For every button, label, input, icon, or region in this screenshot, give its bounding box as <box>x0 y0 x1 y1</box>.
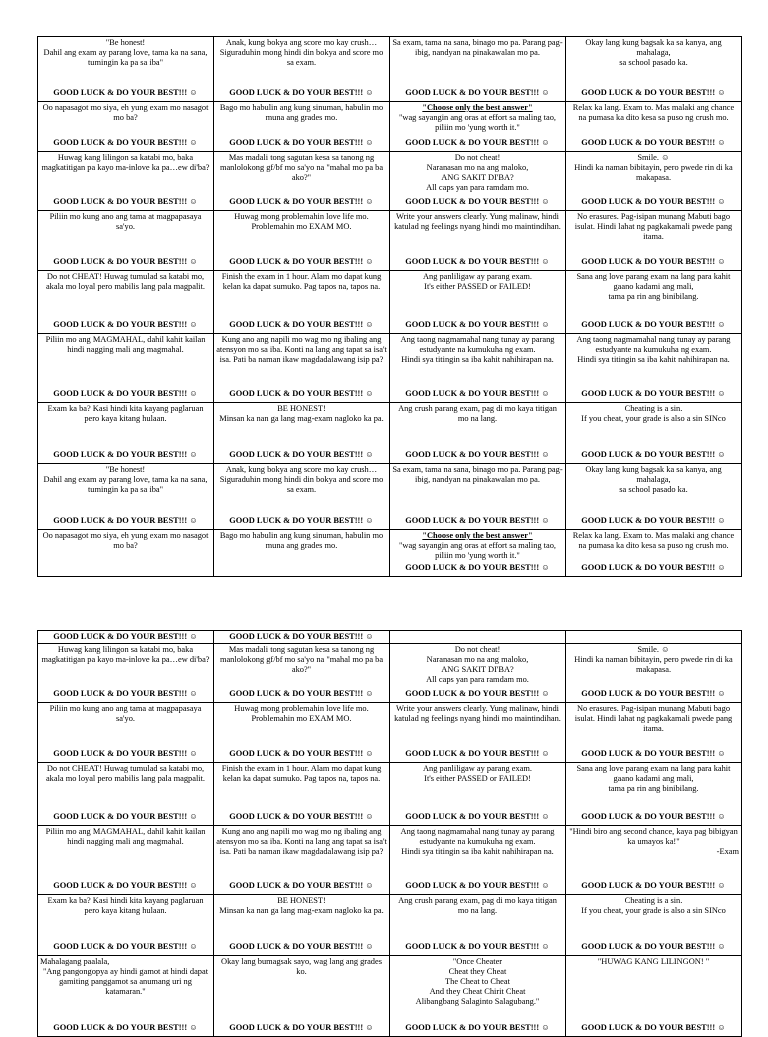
good-luck-footer: GOOD LUCK & DO YOUR BEST!!! ☺ <box>229 1023 374 1032</box>
card-cell <box>390 464 566 530</box>
card-text: If you cheat, your grade is also a sin SINco <box>581 906 726 915</box>
card-text: Okay lang kung bagsak ka sa kanya, ang mahalaga, <box>585 465 722 484</box>
card-text: ANG SAKIT DI'BA? <box>441 665 514 674</box>
card-cell <box>214 956 390 1037</box>
card-text: "Be honest! <box>105 465 146 474</box>
card-cell <box>566 895 742 956</box>
card-cell <box>38 956 214 1037</box>
card-text: Bago mo habulin ang kung sinuman, habulin mo muna ang grades mo. <box>219 103 384 122</box>
card-cell <box>566 644 742 703</box>
sheet-bottom-row <box>38 895 742 956</box>
card-text: "Once Cheater <box>452 957 503 966</box>
good-luck-footer: GOOD LUCK & DO YOUR BEST!!! ☺ <box>229 516 374 525</box>
good-luck-footer: GOOD LUCK & DO YOUR BEST!!! ☺ <box>581 320 726 329</box>
card-cell <box>38 464 214 530</box>
card-cell <box>214 152 390 211</box>
card-text: sa school pasado ka. <box>619 58 688 67</box>
card-text: "Hindi biro ang second chance, kaya pag bibigyan ka umayos ka!" <box>569 827 738 846</box>
good-luck-footer: GOOD LUCK & DO YOUR BEST!!! ☺ <box>581 138 726 147</box>
card-text: If you cheat, your grade is also a sin SINco <box>581 414 726 423</box>
sheet-top-row <box>38 334 742 403</box>
sheet-bottom-row <box>38 763 742 826</box>
card-cell <box>38 703 214 763</box>
card-text: Okay lang kung bagsak ka sa kanya, ang mahalaga, <box>585 38 722 57</box>
card-text: tama pa rin ang binibilang. <box>608 292 699 301</box>
card-cell <box>214 530 390 577</box>
card-text: "wag sayangin ang oras at effort sa maling tao, piliin mo 'yung worth it." <box>399 541 556 560</box>
card-text: Piliin mo kung ano ang tama at magpapasaya sa'yo. <box>49 704 202 723</box>
card-text: Hindi ka naman bibitayin, pero pwede rin di ka makapasa. <box>574 163 733 182</box>
good-luck-footer: GOOD LUCK & DO YOUR BEST!!! ☺ <box>53 88 198 97</box>
good-luck-footer: GOOD LUCK & DO YOUR BEST!!! ☺ <box>581 1023 726 1032</box>
good-luck-footer: GOOD LUCK & DO YOUR BEST!!! ☺ <box>53 942 198 951</box>
good-luck-footer: GOOD LUCK & DO YOUR BEST!!! ☺ <box>53 689 198 698</box>
card-cell <box>566 37 742 102</box>
good-luck-footer: GOOD LUCK & DO YOUR BEST!!! ☺ <box>229 632 374 641</box>
card-text: Mas madali tong sagutan kesa sa tanong ng manlolokong gf/bf mo sa'yo na "mahal mo pa ba ako?" <box>219 153 384 182</box>
card-cell <box>38 644 214 703</box>
good-luck-footer: GOOD LUCK & DO YOUR BEST!!! ☺ <box>581 197 726 206</box>
card-cell <box>390 895 566 956</box>
card-cell <box>214 334 390 403</box>
good-luck-footer: GOOD LUCK & DO YOUR BEST!!! ☺ <box>581 942 726 951</box>
card-text: Relax ka lang. Exam to. Mas malaki ang chance na pumasa ka dito kesa sa puso ng crush mo. <box>572 103 735 122</box>
card-text: Huwag mong problemahin love life mo. Problemahin mo EXAM MO. <box>234 212 369 231</box>
card-cell <box>566 152 742 211</box>
good-luck-footer: GOOD LUCK & DO YOUR BEST!!! ☺ <box>405 812 550 821</box>
sheet-top-row <box>38 211 742 271</box>
card-text: Hindi ka naman bibitayin, pero pwede rin di ka makapasa. <box>574 655 733 674</box>
good-luck-footer: GOOD LUCK & DO YOUR BEST!!! ☺ <box>581 450 726 459</box>
sheet-bottom-row <box>38 956 742 1037</box>
good-luck-footer: GOOD LUCK & DO YOUR BEST!!! ☺ <box>229 389 374 398</box>
good-luck-footer: GOOD LUCK & DO YOUR BEST!!! ☺ <box>229 812 374 821</box>
card-cell <box>566 631 742 644</box>
card-text: Ang taong nagmamahal nang tunay ay parang estudyante na kumukuha ng exam. <box>400 827 555 846</box>
card-cell <box>214 37 390 102</box>
card-text: Sana ang love parang exam na lang para kahit gaano kadami ang mali, <box>576 272 731 291</box>
good-luck-footer: GOOD LUCK & DO YOUR BEST!!! ☺ <box>229 749 374 758</box>
sheet-top-row <box>38 102 742 152</box>
card-text: Do not CHEAT! Huwag tumulad sa katabi mo, akala mo loyal pero mabilis lang pala magpalit. <box>45 272 206 291</box>
card-cell <box>566 703 742 763</box>
good-luck-footer: GOOD LUCK & DO YOUR BEST!!! ☺ <box>581 257 726 266</box>
card-cell <box>566 403 742 464</box>
sheet-top-row <box>38 37 742 102</box>
card-text: Hindi sya titingin sa iba kahit nahihirapan na. <box>577 355 730 364</box>
good-luck-footer: GOOD LUCK & DO YOUR BEST!!! ☺ <box>229 320 374 329</box>
card-text: Kung ano ang napili mo wag mo ng ibaling ang atensyon mo sa iba. Konti na lang ang tapat sa isa't isa. Pati ba naman ikaw magdadalawang isip pa? <box>216 827 387 856</box>
card-signature: -Exam <box>716 847 739 856</box>
card-text: No erasures. Pag-isipan munang Mabuti bago isulat. Hindi lahat ng pagkakamali pwede pang itama. <box>574 212 733 241</box>
good-luck-footer: GOOD LUCK & DO YOUR BEST!!! ☺ <box>581 812 726 821</box>
good-luck-footer: GOOD LUCK & DO YOUR BEST!!! ☺ <box>405 942 550 951</box>
card-text: tama pa rin ang binibilang. <box>608 784 699 793</box>
good-luck-footer: GOOD LUCK & DO YOUR BEST!!! ☺ <box>53 632 198 641</box>
card-cell <box>38 334 214 403</box>
good-luck-footer: GOOD LUCK & DO YOUR BEST!!! ☺ <box>405 320 550 329</box>
card-cell <box>566 271 742 334</box>
card-text: Finish the exam in 1 hour. Alam mo dapat kung kelan ka dapat sumuko. Pag tapos na, tapos na. <box>221 764 382 783</box>
card-cell <box>214 826 390 895</box>
card-text: Piliin mo kung ano ang tama at magpapasaya sa'yo. <box>49 212 202 231</box>
card-cell <box>214 271 390 334</box>
card-cell <box>38 895 214 956</box>
good-luck-footer: GOOD LUCK & DO YOUR BEST!!! ☺ <box>581 563 726 572</box>
card-cell <box>214 763 390 826</box>
card-text: Alibangbang Salaginto Salagubang." <box>415 997 540 1006</box>
card-cell <box>566 826 742 895</box>
card-text: "wag sayangin ang oras at effort sa maling tao, piliin mo 'yung worth it." <box>399 113 556 132</box>
card-text: "Ang pangongopya ay hindi gamot at hindi dapat gamiting panggamot sa anumang uri ng katamaran." <box>42 967 209 996</box>
card-text: Ang panliligaw ay parang exam. <box>422 272 533 281</box>
card-text: Ang crush parang exam, pag di mo kaya titigan mo na lang. <box>398 404 557 423</box>
good-luck-footer: GOOD LUCK & DO YOUR BEST!!! ☺ <box>405 689 550 698</box>
card-text: Do not cheat! <box>454 645 501 654</box>
good-luck-footer: GOOD LUCK & DO YOUR BEST!!! ☺ <box>581 88 726 97</box>
card-cell <box>390 102 566 152</box>
good-luck-footer: GOOD LUCK & DO YOUR BEST!!! ☺ <box>53 389 198 398</box>
card-text: Smile. ☺ <box>637 645 670 654</box>
card-cell <box>38 403 214 464</box>
card-cell <box>38 211 214 271</box>
card-text: All caps yan para ramdam mo. <box>426 183 529 192</box>
card-text: Relax ka lang. Exam to. Mas malaki ang chance na pumasa ka dito kesa sa puso ng crush mo. <box>572 531 735 550</box>
good-luck-footer: GOOD LUCK & DO YOUR BEST!!! ☺ <box>405 197 550 206</box>
good-luck-footer: GOOD LUCK & DO YOUR BEST!!! ☺ <box>405 257 550 266</box>
card-sheet-top <box>37 36 742 577</box>
card-text: It's either PASSED or FAILED! <box>424 774 531 783</box>
card-text: Naranasan mo na ang maloko, <box>426 163 529 172</box>
card-text: Smile. ☺ <box>637 153 670 162</box>
card-text: Mas madali tong sagutan kesa sa tanong ng manlolokong gf/bf mo sa'yo na "mahal mo pa ba ako?" <box>219 645 384 674</box>
card-text: Oo napasagot mo siya, eh yung exam mo nasagot mo ba? <box>42 531 209 550</box>
card-text: Mahalagang paalala, <box>40 957 110 966</box>
card-text: Bago mo habulin ang kung sinuman, habulin mo muna ang grades mo. <box>219 531 384 550</box>
card-cell <box>38 271 214 334</box>
good-luck-footer: GOOD LUCK & DO YOUR BEST!!! ☺ <box>229 942 374 951</box>
card-text: ANG SAKIT DI'BA? <box>441 173 514 182</box>
card-cell <box>390 530 566 577</box>
card-text: Oo napasagot mo siya, eh yung exam mo nasagot mo ba? <box>42 103 209 122</box>
card-text: Huwag mong problemahin love life mo. Problemahin mo EXAM MO. <box>234 704 369 723</box>
card-cell <box>38 530 214 577</box>
card-text: Finish the exam in 1 hour. Alam mo dapat kung kelan ka dapat sumuko. Pag tapos na, tapos na. <box>221 272 382 291</box>
good-luck-footer: GOOD LUCK & DO YOUR BEST!!! ☺ <box>229 450 374 459</box>
card-cell <box>214 644 390 703</box>
good-luck-footer: GOOD LUCK & DO YOUR BEST!!! ☺ <box>405 749 550 758</box>
card-cell <box>566 334 742 403</box>
card-text: Kung ano ang napili mo wag mo ng ibaling ang atensyon mo sa iba. Konti na lang ang tapat sa isa't isa. Pati ba naman ikaw magdadalawang isip pa? <box>216 335 387 364</box>
card-text: Piliin mo ang MAGMAHAL, dahil kahit kailan hindi nagging mali ang magmahal. <box>45 827 206 846</box>
card-cell <box>390 703 566 763</box>
card-cell <box>390 271 566 334</box>
good-luck-footer: GOOD LUCK & DO YOUR BEST!!! ☺ <box>53 516 198 525</box>
card-cell <box>214 211 390 271</box>
card-text: Huwag kang lilingon sa katabi mo, baka magkatitigan pa kayo ma-inlove ka pa…ew di'ba? <box>41 153 210 172</box>
card-cell <box>566 464 742 530</box>
good-luck-footer: GOOD LUCK & DO YOUR BEST!!! ☺ <box>405 138 550 147</box>
sheet-top-row <box>38 271 742 334</box>
good-luck-footer: GOOD LUCK & DO YOUR BEST!!! ☺ <box>53 320 198 329</box>
card-text: Anak, kung bokya ang score mo kay crush… Siguraduhin mong hindi din bokya and score mo sa exam. <box>219 465 384 494</box>
card-text: "HUWAG KANG LILINGON! " <box>597 957 710 966</box>
card-cell <box>390 644 566 703</box>
card-cell <box>390 334 566 403</box>
card-cell <box>214 102 390 152</box>
card-cell <box>566 763 742 826</box>
good-luck-footer: GOOD LUCK & DO YOUR BEST!!! ☺ <box>581 516 726 525</box>
card-cell <box>38 826 214 895</box>
card-text: The Cheat to Cheat <box>445 977 510 986</box>
good-luck-footer: GOOD LUCK & DO YOUR BEST!!! ☺ <box>581 689 726 698</box>
good-luck-footer: GOOD LUCK & DO YOUR BEST!!! ☺ <box>581 389 726 398</box>
good-luck-footer: GOOD LUCK & DO YOUR BEST!!! ☺ <box>229 689 374 698</box>
card-text: Sana ang love parang exam na lang para kahit gaano kadami ang mali, <box>576 764 731 783</box>
card-title: "Choose only the best answer" <box>422 531 533 540</box>
sheet-bottom-row <box>38 644 742 703</box>
sheet-top-row <box>38 464 742 530</box>
card-cell <box>390 403 566 464</box>
good-luck-footer: GOOD LUCK & DO YOUR BEST!!! ☺ <box>53 749 198 758</box>
card-text: Ang panliligaw ay parang exam. <box>422 764 533 773</box>
good-luck-footer: GOOD LUCK & DO YOUR BEST!!! ☺ <box>405 88 550 97</box>
card-text: sa school pasado ka. <box>619 485 688 494</box>
card-cell <box>390 631 566 644</box>
good-luck-footer: GOOD LUCK & DO YOUR BEST!!! ☺ <box>53 812 198 821</box>
card-text: Piliin mo ang MAGMAHAL, dahil kahit kailan hindi nagging mali ang magmahal. <box>45 335 206 354</box>
card-text: Sa exam, tama na sana, binago mo pa. Parang pag-ibig, nandyan na pinakawalan mo pa. <box>392 465 563 484</box>
card-cell <box>214 631 390 644</box>
card-cell <box>566 211 742 271</box>
card-cell <box>38 37 214 102</box>
card-cell <box>38 763 214 826</box>
card-text: Ang taong nagmamahal nang tunay ay parang estudyante na kumukuha ng exam. <box>400 335 555 354</box>
card-cell <box>390 211 566 271</box>
sheet-bottom-row <box>38 826 742 895</box>
card-text: Dahil ang exam ay parang love, tama ka na sana, tumingin ka pa sa iba" <box>43 48 208 67</box>
card-cell <box>390 826 566 895</box>
card-text: Exam ka ba? Kasi hindi kita kayang paglaruan pero kaya kitang hulaan. <box>47 896 204 915</box>
good-luck-footer: GOOD LUCK & DO YOUR BEST!!! ☺ <box>53 881 198 890</box>
card-text: Anak, kung bokya ang score mo kay crush… Siguraduhin mong hindi din bokya and score mo sa exam. <box>219 38 384 67</box>
good-luck-footer: GOOD LUCK & DO YOUR BEST!!! ☺ <box>405 1023 550 1032</box>
good-luck-footer: GOOD LUCK & DO YOUR BEST!!! ☺ <box>229 257 374 266</box>
good-luck-footer: GOOD LUCK & DO YOUR BEST!!! ☺ <box>53 197 198 206</box>
sheet-top-row <box>38 530 742 577</box>
card-cell <box>390 956 566 1037</box>
card-cell <box>38 631 214 644</box>
card-text: Cheating is a sin. <box>624 896 683 905</box>
card-text: Write your answers clearly. Yung malinaw, hindi katulad ng feelings nyang hindi mo maintindihan. <box>394 212 561 231</box>
card-cell <box>38 102 214 152</box>
good-luck-footer: GOOD LUCK & DO YOUR BEST!!! ☺ <box>229 197 374 206</box>
card-text: Ang taong nagmamahal nang tunay ay parang estudyante na kumukuha ng exam. <box>576 335 731 354</box>
card-text: Cheat they Cheat <box>448 967 507 976</box>
card-text: Dahil ang exam ay parang love, tama ka na sana, tumingin ka pa sa iba" <box>43 475 208 494</box>
card-text: Sa exam, tama na sana, binago mo pa. Parang pag-ibig, nandyan na pinakawalan mo pa. <box>392 38 563 57</box>
card-cell <box>566 102 742 152</box>
card-text: Minsan ka nan ga lang mag-exam nagloko ka pa. <box>219 906 384 915</box>
sheet-top-row <box>38 152 742 211</box>
sheet-bottom-row <box>38 703 742 763</box>
card-title: "Choose only the best answer" <box>422 103 533 112</box>
card-text: Do not CHEAT! Huwag tumulad sa katabi mo, akala mo loyal pero mabilis lang pala magpalit. <box>45 764 206 783</box>
card-sheet-bottom <box>37 630 742 1037</box>
good-luck-footer: GOOD LUCK & DO YOUR BEST!!! ☺ <box>405 389 550 398</box>
card-cell <box>390 152 566 211</box>
card-text: It's either PASSED or FAILED! <box>424 282 531 291</box>
card-cell <box>390 37 566 102</box>
card-text: Minsan ka nan ga lang mag-exam nagloko ka pa. <box>219 414 384 423</box>
card-cell <box>566 956 742 1037</box>
sheet-bottom-row <box>38 631 742 644</box>
card-text: No erasures. Pag-isipan munang Mabuti bago isulat. Hindi lahat ng pagkakamali pwede pang itama. <box>574 704 733 733</box>
card-cell <box>214 403 390 464</box>
card-text: And they Cheat Chirit Cheat <box>429 987 526 996</box>
card-cell <box>214 895 390 956</box>
good-luck-footer: GOOD LUCK & DO YOUR BEST!!! ☺ <box>53 450 198 459</box>
card-text: Exam ka ba? Kasi hindi kita kayang paglaruan pero kaya kitang hulaan. <box>47 404 204 423</box>
card-text: BE HONEST! <box>277 404 326 413</box>
good-luck-footer: GOOD LUCK & DO YOUR BEST!!! ☺ <box>53 257 198 266</box>
good-luck-footer: GOOD LUCK & DO YOUR BEST!!! ☺ <box>405 881 550 890</box>
sheet-top-row <box>38 403 742 464</box>
good-luck-footer: GOOD LUCK & DO YOUR BEST!!! ☺ <box>53 138 198 147</box>
card-text: Do not cheat! <box>454 153 501 162</box>
good-luck-footer: GOOD LUCK & DO YOUR BEST!!! ☺ <box>229 881 374 890</box>
good-luck-footer: GOOD LUCK & DO YOUR BEST!!! ☺ <box>581 881 726 890</box>
good-luck-footer: GOOD LUCK & DO YOUR BEST!!! ☺ <box>229 138 374 147</box>
card-cell <box>214 464 390 530</box>
card-text: Cheating is a sin. <box>624 404 683 413</box>
card-text: Huwag kang lilingon sa katabi mo, baka magkatitigan pa kayo ma-inlove ka pa…ew di'ba? <box>41 645 210 664</box>
card-text: All caps yan para ramdam mo. <box>426 675 529 684</box>
card-text: Hindi sya titingin sa iba kahit nahihirapan na. <box>401 847 554 856</box>
card-text: "Be honest! <box>105 38 146 47</box>
card-text: Naranasan mo na ang maloko, <box>426 655 529 664</box>
card-text: Okay lang bumagsak sayo, wag lang ang grades ko. <box>221 957 382 976</box>
card-cell <box>38 152 214 211</box>
card-cell <box>390 763 566 826</box>
card-text: Hindi sya titingin sa iba kahit nahihirapan na. <box>401 355 554 364</box>
good-luck-footer: GOOD LUCK & DO YOUR BEST!!! ☺ <box>581 749 726 758</box>
good-luck-footer: GOOD LUCK & DO YOUR BEST!!! ☺ <box>53 1023 198 1032</box>
good-luck-footer: GOOD LUCK & DO YOUR BEST!!! ☺ <box>405 563 550 572</box>
good-luck-footer: GOOD LUCK & DO YOUR BEST!!! ☺ <box>405 450 550 459</box>
good-luck-footer: GOOD LUCK & DO YOUR BEST!!! ☺ <box>405 516 550 525</box>
card-cell <box>566 530 742 577</box>
card-text: Write your answers clearly. Yung malinaw, hindi katulad ng feelings nyang hindi mo maintindihan. <box>394 704 561 723</box>
card-text: BE HONEST! <box>277 896 326 905</box>
card-text: Ang crush parang exam, pag di mo kaya titigan mo na lang. <box>398 896 557 915</box>
good-luck-footer: GOOD LUCK & DO YOUR BEST!!! ☺ <box>229 88 374 97</box>
card-cell <box>214 703 390 763</box>
